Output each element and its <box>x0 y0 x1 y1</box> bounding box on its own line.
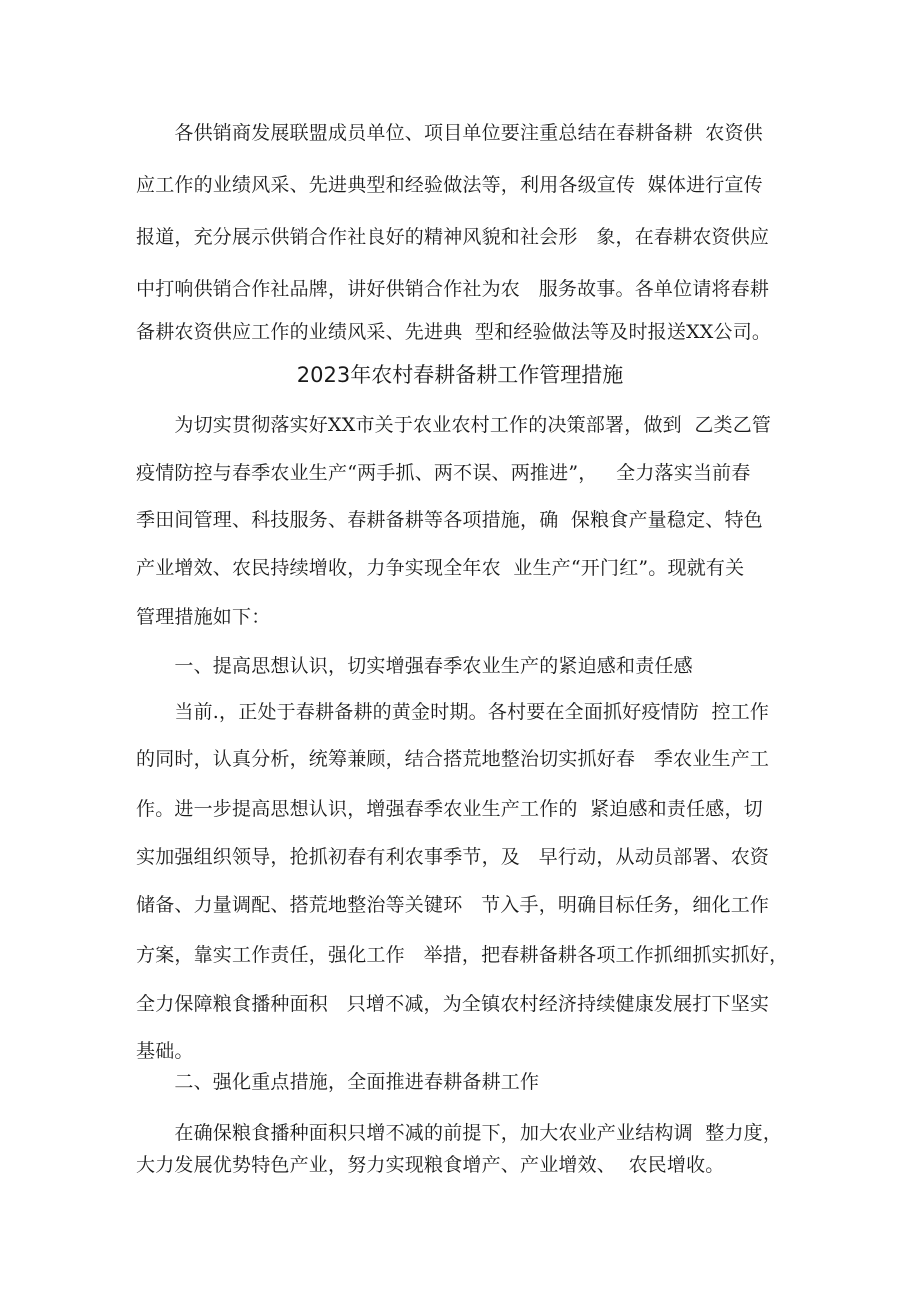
paragraph-line: 全力保障粮食播种面积 只增不减，为全镇农村经济持续健康发展打下坚实 <box>136 993 770 1015</box>
paragraph-line: 应工作的业绩风采、先进典型和经验做法等，利用各级宣传 媒体进行宣传 <box>136 174 763 196</box>
section-heading: 一、提高思想认识，切实增强春季农业生产的紧迫感和责任感 <box>136 655 693 677</box>
paragraph-line: 季田间管理、科技服务、春耕备耕等各项措施，确 保粮食产量稳定、特色 <box>136 509 763 531</box>
paragraph-line: 管理措施如下： <box>136 606 271 628</box>
paragraph-line: 储备、力量调配、搭荒地整治等关键环 节入手，明确目标任务，细化工作 <box>136 894 770 916</box>
section-heading: 二、强化重点措施，全面推进春耕备耕工作 <box>136 1071 540 1093</box>
paragraph-line: 的同时，认真分析，统筹兼顾，结合搭荒地整治切实抓好春 季农业生产工 <box>136 748 770 770</box>
paragraph-line: 各供销商发展联盟成员单位、项目单位要注重总结在春耕备耕 农资供 <box>136 122 763 144</box>
paragraph-line: 当前.，正处于春耕备耕的黄金时期。各村要在全面抓好疫情防 控工作 <box>136 701 770 723</box>
paragraph-line: 疫情防控与春季农业生产“两手抓、两不误、两推进”， 全力落实当前春 <box>136 462 751 484</box>
paragraph-line: 作。进一步提高思想认识，增强春季农业生产工作的 紧迫感和责任感，切 <box>136 798 763 820</box>
paragraph-line: 基础。 <box>136 1040 194 1062</box>
paragraph-line: 为切实贯彻落实好XX市关于农业农村工作的决策部署，做到 乙类乙管 <box>136 414 772 436</box>
document-title: 2023年农村春耕备耕工作管理措施 <box>296 363 624 387</box>
paragraph-line: 方案，靠实工作责任，强化工作 举措，把春耕备耕各项工作抓细抓实抓好， <box>136 944 789 966</box>
paragraph-line: 在确保粮食播种面积只增不减的前提下，加大农业产业结构调 整力度， <box>136 1122 783 1144</box>
paragraph-line: 大力发展优势特色产业，努力实现粮食增产、产业增效、 农民增收。 <box>136 1154 725 1176</box>
paragraph-line: 备耕农资供应工作的业绩风采、先进典 型和经验做法等及时报送XX公司。 <box>136 321 772 343</box>
paragraph-line: 实加强组织领导，抢抓初春有利农事季节，及 早行动，从动员部署、农资 <box>136 846 770 868</box>
paragraph-line: 中打响供销合作社品牌，讲好供销合作社为农 服务故事。各单位请将春耕 <box>136 278 770 300</box>
paragraph-line: 产业增效、农民持续增收，力争实现全年农 业生产“开门红”。现就有关 <box>136 557 745 579</box>
paragraph-line: 报道，充分展示供销合作社良好的精神风貌和社会形 象，在春耕农资供应 <box>136 226 770 248</box>
